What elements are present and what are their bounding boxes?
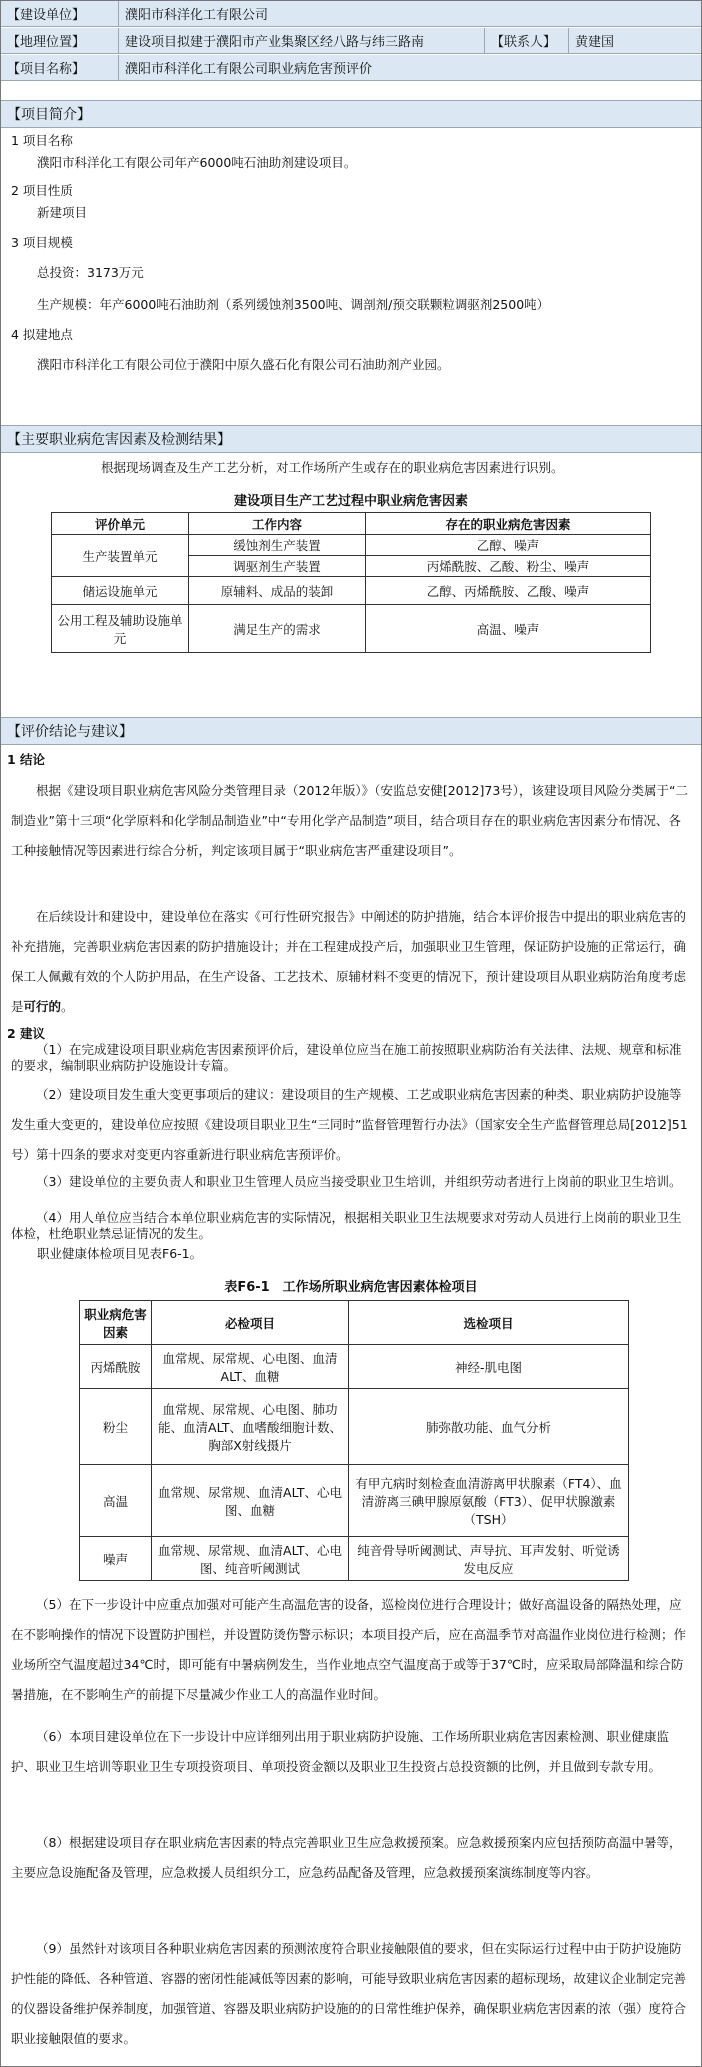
suggestion-4: （4）用人单位应当结合本单位职业病危害的实际情况，根据相关职业卫生法规要求对劳动人员进行上岗前的职业卫生体检，杜绝职业禁忌证情况的发生。	[11, 1210, 682, 1241]
table-row	[52, 535, 651, 556]
intro-p3a: 总投资：3173万元	[37, 265, 144, 280]
intro-p4: 濮阳市科洋化工有限公司位于濮阳中原久盛石化有限公司石油助剂产业园。	[37, 357, 450, 372]
intro-section	[1, 100, 701, 421]
exam-cell-factor: 高温	[80, 1465, 152, 1537]
table-row	[80, 1389, 629, 1465]
project-value: 濮阳市科洋化工有限公司职业病危害预评价	[125, 62, 373, 77]
hazards-table-title: 建设项目生产工艺过程中职业病危害因素	[233, 494, 468, 509]
hazards-cell-work: 原辅料、成品的装卸	[189, 577, 366, 605]
exam-table	[79, 1300, 629, 1581]
conclusion-c2-bold: 可行的	[23, 999, 62, 1014]
location-row	[1, 28, 701, 54]
exam-cell-must: 血常规、尿常规、心电图、肺功能、血清ALT、血嗜酸细胞计数、胸部X射线摄片	[152, 1389, 349, 1465]
hazards-cell-factor: 乙醇、噪声	[366, 535, 651, 556]
suggestion-3: （3）建设单位的主要负责人和职业卫生管理人员应当接受职业卫生培训，并组织劳动者进行上岗前的职业卫生培训。	[36, 1174, 682, 1189]
suggestion-8: （8）根据建设项目存在职业病危害因素的特点完善职业卫生应急救援预案。应急救援预案内应包括预防高温中暑等，主要应急设施配备及管理，应急救援人员组织分工，应急药品配备及管理，应急救援预案演练制度等内容。	[11, 1835, 682, 1880]
hazards-table	[51, 512, 651, 653]
hazards-header-work: 工作内容	[189, 513, 366, 535]
conclusion-h2: 2 建议	[7, 1026, 46, 1041]
table-row	[52, 577, 651, 605]
location-value: 建设项目拟建于濮阳市产业集聚区经八路与纬三路南	[119, 28, 485, 53]
suggestion-1: （1）在完成建设项目职业病危害因素预评价后，建设单位应当在施工前按照职业病防治有关法律、法规、规章和标准的要求，编制职业病防护设施设计专篇。	[11, 1042, 682, 1073]
hazards-intro: 根据现场调查及生产工艺分析，对工作场所产生或存在的职业病危害因素进行识别。	[101, 460, 564, 475]
hazards-section	[1, 425, 701, 716]
intro-h1: 1 项目名称	[11, 133, 73, 148]
intro-h3: 3 项目规模	[11, 235, 73, 250]
table-row	[80, 1465, 629, 1537]
hazards-cell-work: 缓蚀剂生产装置	[189, 535, 366, 556]
suggestion-5: （5）在下一步设计中应重点加强对可能产生高温危害的设备，巡检岗位进行合理设计；做好高温设备的隔热处理，应在不影响操作的情况下设置防护围栏，并设置防烫伤警示标识；本项目投产后，应在高温季节对高温作业岗位进行检测；作业场所空气温度超过34℃时，即可能有中暑病例发生，当作业地点空气温度高于或等于37℃时，应采取局部降温和综合防暑措施，在不影响生产的前提下尽量减少作业工人的高温作业时间。	[11, 1597, 687, 1702]
exam-header-must: 必检项目	[152, 1301, 349, 1345]
suggestion-9: （9）虽然针对该项目各种职业病危害因素的预测浓度符合职业接触限值的要求，但在实际运行过程中由于防护设施防护性能的降低、各种管道、容器的密闭性能减低等因素的影响，可能导致职业病危害因素的超标现场，故建议企业制定完善的仪器设备维护保养制度，加强管道、容器及职业病防护设施的的日常性维护保养，确保职业病危害因素的浓（强）度符合职业接触限值的要求。	[11, 1941, 687, 2046]
suggestion-4b: 职业健康体检项目见表F6-1。	[37, 1246, 203, 1261]
exam-cell-factor: 噪声	[80, 1537, 152, 1581]
hazards-title: 【主要职业病危害因素及检测结果】	[1, 426, 701, 453]
hazards-cell-factor: 丙烯酰胺、乙酸、粉尘、噪声	[366, 556, 651, 577]
suggestion-2: （2）建设项目发生重大变更事项后的建议：建设项目的生产规模、工艺或职业病危害因素的种类、职业病防护设施等发生重大变更的，建设单位应按照《建设项目职业卫生“三同时”监督管理暂行办法》（国家安全生产监督管理总局[2012]51号）第十四条的要求对变更内容重新进行职业病危害预评价。	[11, 1087, 688, 1162]
intro-p2: 新建项目	[37, 205, 88, 220]
table-row	[52, 605, 651, 653]
project-row	[1, 55, 701, 81]
exam-cell-must: 血常规、尿常规、心电图、血清ALT、血糖	[152, 1345, 349, 1389]
hazards-cell-unit: 公用工程及辅助设施单元	[52, 605, 189, 653]
exam-cell-factor: 丙烯酰胺	[80, 1345, 152, 1389]
hazards-header-unit: 评价单元	[52, 513, 189, 535]
conclusion-c1: 根据《建设项目职业病危害风险分类管理目录（2012年版）》（安监总安健[2012]73号），该建设项目风险分类属于“二 制造业”第十三项“化学原料和化学制品制造业”中“专用化学产品制造”项目，结合项目存在的职业病危害因素分布情况、各工种接触情况等因素进行综合分析，判定该项目属于“职业病危害严重建设项目”。	[11, 783, 689, 858]
unit-value: 濮阳市科洋化工有限公司	[125, 8, 269, 23]
exam-cell-opt: 神经-肌电图	[349, 1345, 629, 1389]
conclusion-c2	[11, 902, 691, 1022]
intro-p3b: 生产规模：年产6000吨石油助剂（系列缓蚀剂3500吨、调剖剂/预交联颗粒调驱剂2500吨）	[37, 297, 550, 312]
exam-header-factor: 职业病危害因素	[80, 1301, 152, 1345]
hazards-cell-unit: 储运设施单元	[52, 577, 189, 605]
location-label: 【地理位置】	[1, 28, 119, 53]
hazards-cell-factor: 高温、噪声	[366, 605, 651, 653]
exam-cell-must: 血常规、尿常规、血清ALT、心电图、血糖	[152, 1465, 349, 1537]
exam-cell-opt: 纯音骨导听阈测试、声导抗、耳声发射、听觉诱发电反应	[349, 1537, 629, 1581]
intro-h4: 4 拟建地点	[11, 327, 73, 342]
hazards-cell-factor: 乙醇、丙烯酰胺、乙酸、噪声	[366, 577, 651, 605]
exam-cell-opt: 肺弥散功能、血气分析	[349, 1389, 629, 1465]
exam-header-opt: 选检项目	[349, 1301, 629, 1345]
suggestion-6: （6）本项目建设单位在下一步设计中应详细列出用于职业病防护设施、工作场所职业病危害因素检测、职业健康监护、职业卫生培训等职业卫生专项投资项目、单项投资金额以及职业卫生投资占总投资额的比例，并且做到专款专用。	[11, 1729, 669, 1774]
exam-table-title: 表F6-1 工作场所职业病危害因素体检项目	[224, 1280, 478, 1295]
conclusion-c2-text: 在后续设计和建设中，建设单位在落实《可行性研究报告》中阐述的防护措施，结合本评价报告中提出的职业病危害的补充措施，完善职业病危害因素的防护措施设计；并在工程建成投产后，加强职业卫生管理，保证防护设施的正常运行，确保工人佩戴有效的个人防护用品，在生产设备、工艺技术、原辅材料不变更的情况下，预计建设项目从职业病防治角度考虑是	[11, 909, 687, 1014]
conclusion-title: 【评价结论与建议】	[1, 718, 701, 745]
conclusion-h1: 1 结论	[7, 752, 46, 767]
table-row	[80, 1345, 629, 1389]
conclusion-section	[1, 717, 701, 2066]
intro-h2: 2 项目性质	[11, 183, 73, 198]
conclusion-c2-end: 。	[61, 999, 74, 1014]
unit-row	[1, 1, 701, 27]
table-row	[80, 1537, 629, 1581]
hazards-cell-work: 满足生产的需求	[189, 605, 366, 653]
exam-cell-must: 血常规、尿常规、血清ALT、心电图、纯音听阈测试	[152, 1537, 349, 1581]
exam-cell-factor: 粉尘	[80, 1389, 152, 1465]
intro-title: 【项目简介】	[1, 101, 701, 128]
project-label: 【项目名称】	[1, 55, 119, 80]
hazards-header-factor: 存在的职业病危害因素	[366, 513, 651, 535]
hazards-cell-work: 调驱剂生产装置	[189, 556, 366, 577]
intro-p1: 濮阳市科洋化工有限公司年产6000吨石油助剂建设项目。	[37, 155, 357, 170]
contact-value: 黄建国	[575, 35, 615, 50]
unit-label: 【建设单位】	[1, 1, 119, 26]
hazards-cell-unit: 生产装置单元	[52, 535, 189, 577]
contact-label: 【联系人】	[485, 28, 569, 53]
exam-cell-opt: 有甲亢病时刻检查血清游离甲状腺素（FT4）、血清游离三碘甲腺原氨酸（FT3）、促甲状腺激素（TSH）	[349, 1465, 629, 1537]
